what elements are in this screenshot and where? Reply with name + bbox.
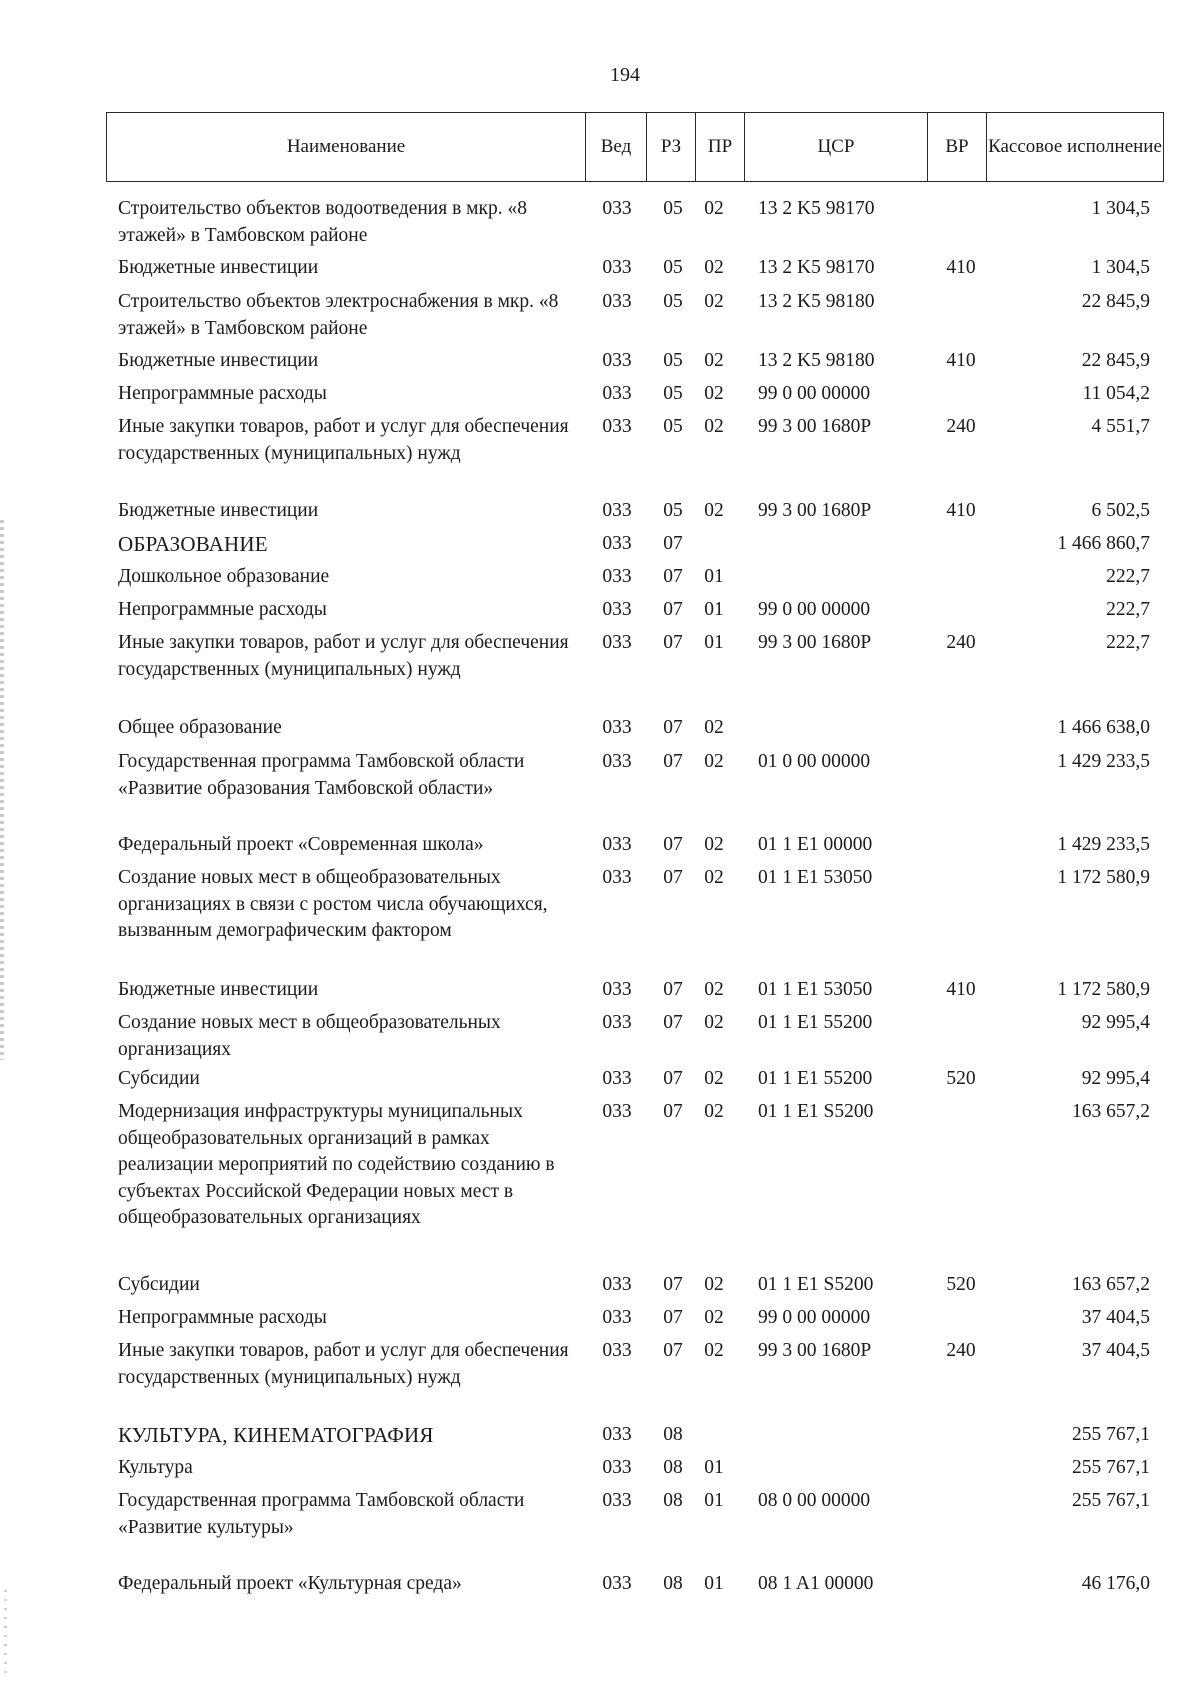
cell-amount: 11 054,2 (1082, 383, 1150, 404)
cell-ved: 033 (602, 257, 632, 278)
cell-csr: 01 1 E1 S5200 (758, 1101, 874, 1122)
cell-name: Непрограммные расходы (118, 383, 327, 404)
cell-vr: 520 (946, 1068, 976, 1089)
cell-rz: 07 (663, 1340, 683, 1361)
cell-rz: 08 (663, 1424, 683, 1445)
cell-csr: 99 0 00 00000 (758, 1307, 871, 1328)
cell-name: Общее образование (118, 717, 282, 738)
cell-rz: 08 (663, 1573, 683, 1594)
cell-name: Непрограммные расходы (118, 599, 327, 620)
cell-pr: 02 (704, 1274, 724, 1295)
cell-ved: 033 (602, 1573, 632, 1594)
cell-rz: 07 (663, 566, 683, 587)
cell-ved: 033 (602, 1068, 632, 1089)
cell-rz: 08 (663, 1490, 683, 1511)
cell-rz: 07 (663, 834, 683, 855)
table-header (106, 112, 1164, 182)
cell-ved: 033 (602, 1457, 632, 1478)
cell-name: Бюджетные инвестиции (118, 500, 319, 521)
cell-pr: 02 (704, 1340, 724, 1361)
cell-pr: 02 (704, 1307, 724, 1328)
cell-pr: 02 (704, 1012, 724, 1033)
cell-rz: 05 (663, 383, 683, 404)
cell-ved: 033 (602, 1340, 632, 1361)
cell-name: Строительство объектов электроснабжения в мкр. «8 этажей» в Тамбовском районе (118, 291, 559, 339)
cell-csr: 99 3 00 1680Р (758, 500, 872, 521)
cell-name: Бюджетные инвестиции (118, 979, 319, 1000)
cell-name: Федеральный проект «Современная школа» (118, 834, 484, 855)
cell-amount: 46 176,0 (1081, 1573, 1150, 1594)
cell-pr: 01 (704, 599, 724, 620)
cell-rz: 07 (663, 1012, 683, 1033)
cell-rz: 07 (663, 1068, 683, 1089)
cell-name: Субсидии (118, 1068, 200, 1089)
cell-amount: 1 304,5 (1091, 198, 1150, 219)
cell-csr: 99 0 00 00000 (758, 383, 871, 404)
header-pr: ПР (707, 135, 733, 157)
cell-name: Строительство объектов водоотведения в мкр. «8 этажей» в Тамбовском районе (118, 198, 527, 246)
cell-ved: 033 (602, 566, 632, 587)
cell-csr: 99 3 00 1680Р (758, 416, 872, 437)
cell-rz: 05 (663, 257, 683, 278)
cell-name: Иные закупки товаров, работ и услуг для обеспечения государственных (муниципальных) нужд (118, 1340, 569, 1388)
cell-ved: 033 (602, 1101, 632, 1122)
cell-amount: 255 767,1 (1072, 1457, 1150, 1478)
cell-amount: 22 845,9 (1081, 350, 1150, 371)
cell-rz: 05 (663, 198, 683, 219)
cell-amount: 1 429 233,5 (1057, 751, 1150, 772)
cell-pr: 02 (704, 834, 724, 855)
cell-name: Модернизация инфраструктуры муниципальных общеобразовательных организаций в рамках реализации мероприятий по содействию созданию в субъектах Российской Федерации новых мест в общеобразовательных организациях (118, 1101, 555, 1228)
cell-name: Субсидии (118, 1274, 200, 1295)
cell-csr: 99 3 00 1680Р (758, 632, 872, 653)
cell-csr: 01 1 E1 55200 (758, 1012, 873, 1033)
cell-rz: 07 (663, 599, 683, 620)
cell-pr: 02 (704, 198, 724, 219)
cell-ved: 033 (602, 533, 632, 554)
cell-ved: 033 (602, 1012, 632, 1033)
cell-rz: 07 (663, 1274, 683, 1295)
cell-rz: 07 (663, 717, 683, 738)
cell-pr: 02 (704, 350, 724, 371)
cell-amount: 1 172 580,9 (1057, 867, 1150, 888)
cell-amount: 222,7 (1106, 632, 1150, 653)
cell-rz: 07 (663, 533, 683, 554)
cell-csr: 01 1 E1 00000 (758, 834, 873, 855)
cell-name: Создание новых мест в общеобразовательных организациях (118, 1012, 501, 1060)
scan-edge-dots (4, 1590, 7, 1680)
cell-name: Культура (118, 1457, 193, 1478)
page-number: 194 (610, 64, 640, 86)
cell-amount: 1 429 233,5 (1057, 834, 1150, 855)
cell-amount: 222,7 (1106, 599, 1150, 620)
cell-csr: 01 0 00 00000 (758, 751, 871, 772)
cell-name: Иные закупки товаров, работ и услуг для обеспечения государственных (муниципальных) нужд (118, 416, 569, 464)
cell-ved: 033 (602, 834, 632, 855)
header-ved: Вед (600, 135, 632, 157)
cell-rz: 07 (663, 632, 683, 653)
cell-vr: 410 (946, 350, 976, 371)
cell-pr: 02 (704, 751, 724, 772)
cell-amount: 37 404,5 (1081, 1307, 1150, 1328)
cell-ved: 033 (602, 979, 632, 1000)
cell-csr: 01 1 E1 53050 (758, 867, 873, 888)
cell-amount: 163 657,2 (1072, 1101, 1150, 1122)
cell-rz: 05 (663, 416, 683, 437)
cell-pr: 02 (704, 979, 724, 1000)
cell-csr: 08 1 A1 00000 (758, 1573, 874, 1594)
cell-ved: 033 (602, 867, 632, 888)
scan-edge-marks (0, 520, 4, 1060)
cell-pr: 01 (704, 632, 724, 653)
cell-rz: 07 (663, 979, 683, 1000)
cell-pr: 02 (704, 257, 724, 278)
cell-amount: 1 172 580,9 (1057, 979, 1150, 1000)
cell-amount: 255 767,1 (1072, 1490, 1150, 1511)
cell-pr: 02 (704, 1101, 724, 1122)
cell-name: Бюджетные инвестиции (118, 350, 319, 371)
cell-amount: 255 767,1 (1072, 1424, 1150, 1445)
cell-pr: 01 (704, 1457, 724, 1478)
cell-ved: 033 (602, 198, 632, 219)
cell-ved: 033 (602, 1274, 632, 1295)
cell-name: Непрограммные расходы (118, 1307, 327, 1328)
cell-csr: 01 1 E1 55200 (758, 1068, 873, 1089)
cell-csr: 99 0 00 00000 (758, 599, 871, 620)
cell-name: Иные закупки товаров, работ и услуг для обеспечения государственных (муниципальных) нужд (118, 632, 569, 680)
cell-csr: 13 2 K5 98180 (758, 350, 875, 371)
cell-name: КУЛЬТУРА, КИНЕМАТОГРАФИЯ (118, 1423, 434, 1447)
cell-pr: 02 (704, 416, 724, 437)
cell-csr: 08 0 00 00000 (758, 1490, 871, 1511)
cell-pr: 01 (704, 1490, 724, 1511)
cell-amount: 37 404,5 (1081, 1340, 1150, 1361)
header-vr: ВР (945, 135, 969, 157)
cell-vr: 240 (946, 1340, 976, 1361)
cell-amount: 92 995,4 (1081, 1068, 1150, 1089)
cell-rz: 07 (663, 1307, 683, 1328)
cell-ved: 033 (602, 1424, 632, 1445)
cell-rz: 05 (663, 500, 683, 521)
cell-ved: 033 (602, 751, 632, 772)
header-name: Наименование (286, 135, 406, 157)
cell-vr: 410 (946, 500, 976, 521)
cell-csr: 01 1 E1 53050 (758, 979, 873, 1000)
cell-csr: 99 3 00 1680Р (758, 1340, 872, 1361)
cell-rz: 07 (663, 751, 683, 772)
cell-csr: 01 1 E1 S5200 (758, 1274, 874, 1295)
cell-name: ОБРАЗОВАНИЕ (118, 532, 268, 556)
cell-pr: 02 (704, 291, 724, 312)
cell-ved: 033 (602, 632, 632, 653)
cell-ved: 033 (602, 599, 632, 620)
cell-pr: 02 (704, 1068, 724, 1089)
cell-pr: 02 (704, 383, 724, 404)
cell-amount: 1 304,5 (1091, 257, 1150, 278)
header-rz: РЗ (660, 135, 682, 157)
cell-vr: 520 (946, 1274, 976, 1295)
cell-amount: 222,7 (1106, 566, 1150, 587)
cell-name: Дошкольное образование (118, 566, 330, 587)
cell-ved: 033 (602, 291, 632, 312)
cell-name: Создание новых мест в общеобразовательных организациях в связи с ростом числа обучающихся, вызванным демографическим фактором (118, 867, 548, 941)
cell-vr: 240 (946, 632, 976, 653)
cell-ved: 033 (602, 1307, 632, 1328)
cell-pr: 02 (704, 717, 724, 738)
cell-rz: 05 (663, 291, 683, 312)
cell-pr: 01 (704, 1573, 724, 1594)
cell-amount: 4 551,7 (1091, 416, 1150, 437)
cell-ved: 033 (602, 383, 632, 404)
cell-csr: 13 2 K5 98170 (758, 257, 875, 278)
header-amount: Кассовое исполнение (988, 135, 1162, 157)
cell-rz: 08 (663, 1457, 683, 1478)
cell-ved: 033 (602, 500, 632, 521)
cell-ved: 033 (602, 717, 632, 738)
cell-vr: 410 (946, 979, 976, 1000)
cell-pr: 01 (704, 566, 724, 587)
cell-rz: 07 (663, 1101, 683, 1122)
cell-rz: 07 (663, 867, 683, 888)
cell-csr: 13 2 K5 98180 (758, 291, 875, 312)
cell-ved: 033 (602, 416, 632, 437)
header-csr: ЦСР (817, 135, 855, 157)
cell-name: Государственная программа Тамбовской области «Развитие культуры» (118, 1490, 525, 1538)
cell-name: Бюджетные инвестиции (118, 257, 319, 278)
cell-amount: 163 657,2 (1072, 1274, 1150, 1295)
cell-amount: 1 466 860,7 (1057, 533, 1150, 554)
cell-amount: 92 995,4 (1081, 1012, 1150, 1033)
cell-name: Государственная программа Тамбовской области «Развитие образования Тамбовской области» (118, 751, 525, 799)
cell-amount: 6 502,5 (1091, 500, 1150, 521)
cell-vr: 240 (946, 416, 976, 437)
cell-name: Федеральный проект «Культурная среда» (118, 1573, 462, 1594)
cell-pr: 02 (704, 500, 724, 521)
cell-pr: 02 (704, 867, 724, 888)
cell-vr: 410 (946, 257, 976, 278)
cell-ved: 033 (602, 350, 632, 371)
cell-amount: 1 466 638,0 (1057, 717, 1150, 738)
cell-csr: 13 2 K5 98170 (758, 198, 875, 219)
cell-rz: 05 (663, 350, 683, 371)
cell-amount: 22 845,9 (1081, 291, 1150, 312)
cell-ved: 033 (602, 1490, 632, 1511)
